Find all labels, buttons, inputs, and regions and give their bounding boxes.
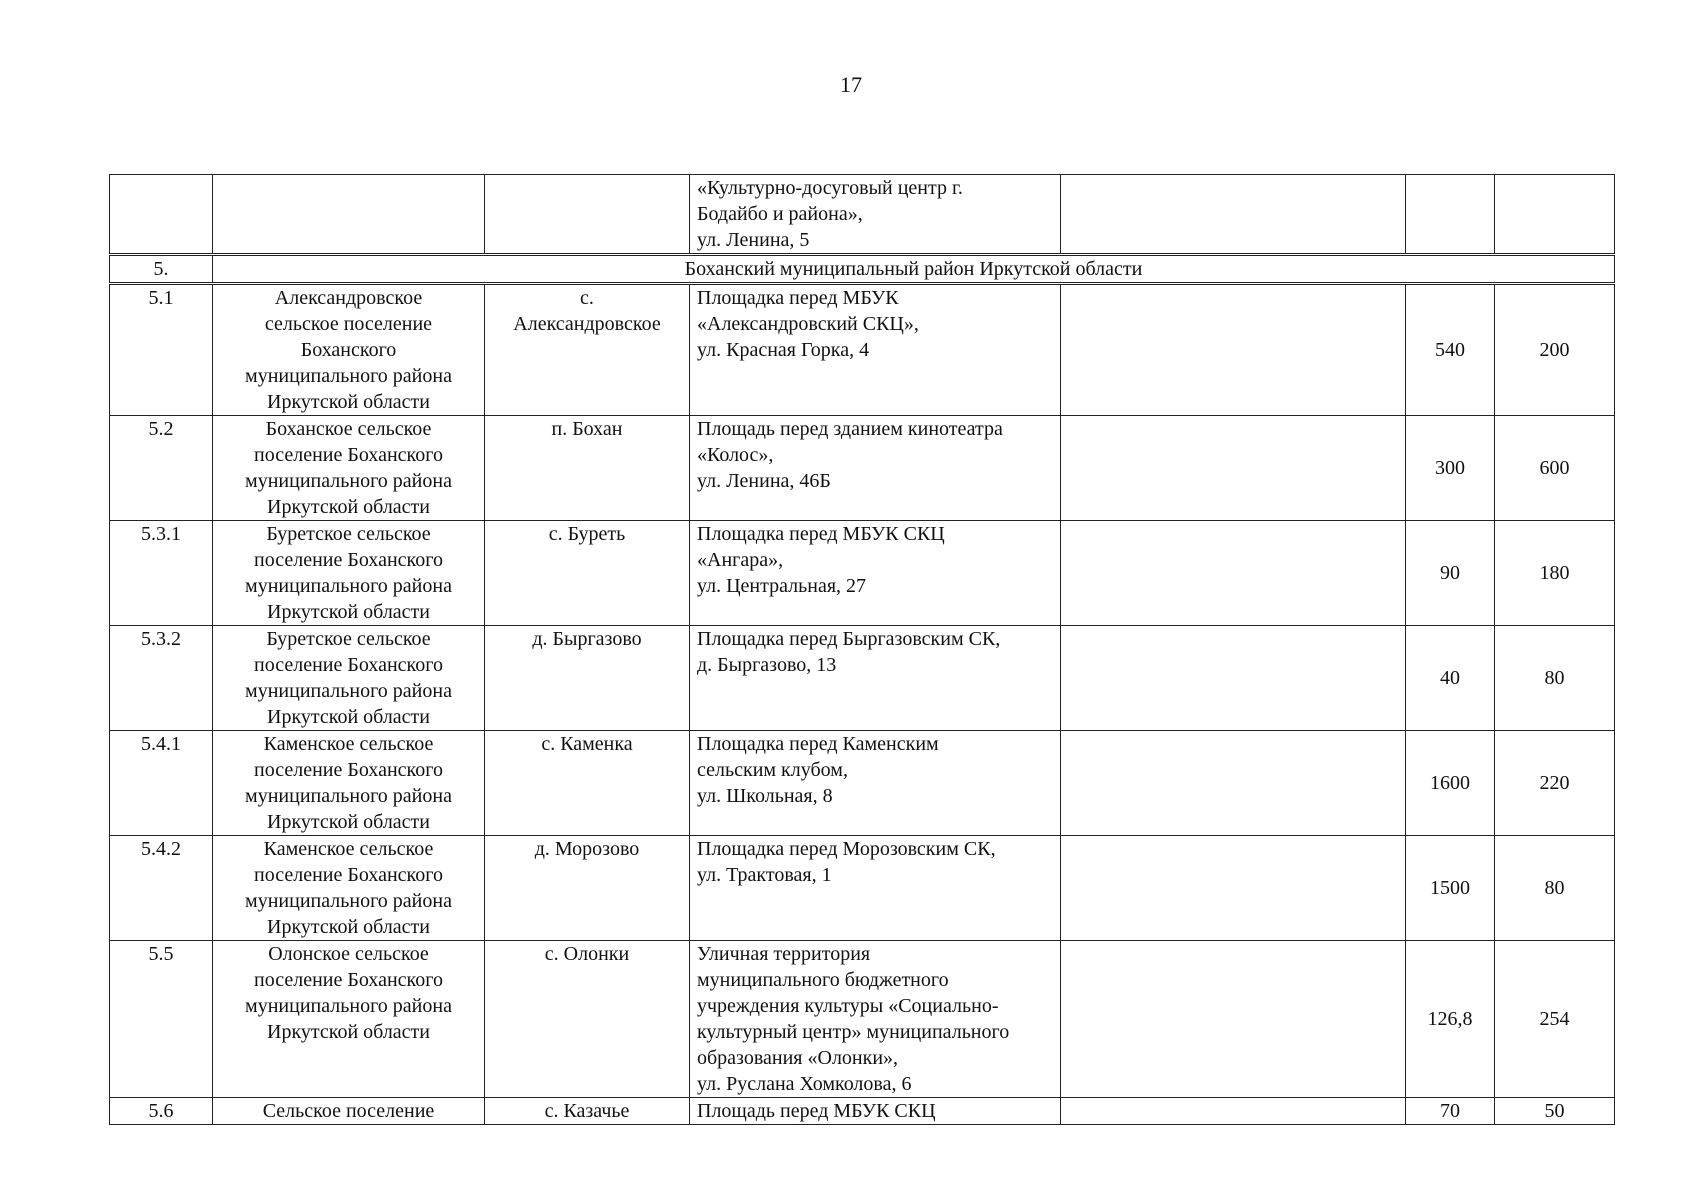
municipality-cell-line: Александровское <box>274 287 423 309</box>
place-cell <box>690 941 1061 1098</box>
place-cell-line: ул. Трактовая, 1 <box>697 864 832 886</box>
place-cell-line: Площадка перед Каменским <box>697 733 939 755</box>
locality-cell-line: п. Бохан <box>551 418 623 440</box>
capacity-cell: 200 <box>1495 284 1615 416</box>
municipality-cell-line: поселение Боханского <box>254 549 443 571</box>
table-row <box>110 836 1615 941</box>
municipality-cell-line: сельское поселение <box>264 313 433 335</box>
municipality-cell-line: муниципального района <box>245 785 452 807</box>
note-cell <box>1061 836 1406 941</box>
row-number: 5. <box>110 255 213 284</box>
locality-cell <box>485 731 690 836</box>
note-cell <box>1061 626 1406 731</box>
municipality-cell <box>213 626 485 731</box>
municipality-cell <box>213 284 485 416</box>
place-cell-line: сельским клубом, <box>697 759 848 781</box>
municipality-cell-line: Иркутской области <box>267 496 430 518</box>
area-cell <box>1406 175 1495 255</box>
row-number: 5.1 <box>110 284 213 416</box>
municipality-cell-line: Буретское сельское <box>266 628 431 650</box>
municipality-cell-line: Иркутской области <box>267 706 430 728</box>
capacity-cell: 50 <box>1495 1098 1615 1125</box>
place-cell <box>690 1098 1061 1125</box>
table-row <box>110 175 1615 255</box>
table-row <box>110 416 1615 521</box>
place-cell <box>690 416 1061 521</box>
place-cell-line: учреждения культуры «Социально- <box>697 995 999 1017</box>
municipality-cell-line: Боханского <box>300 339 397 361</box>
municipality-cell <box>213 416 485 521</box>
row-number: 5.4.2 <box>110 836 213 941</box>
row-number: 5.5 <box>110 941 213 1098</box>
municipality-cell-line: поселение Боханского <box>254 969 443 991</box>
municipality-cell-line: поселение Боханского <box>254 654 443 676</box>
place-cell-line: ул. Красная Горка, 4 <box>697 339 870 361</box>
municipality-cell-line: муниципального района <box>245 575 452 597</box>
municipality-cell-line: Иркутской области <box>267 601 430 623</box>
place-cell <box>690 731 1061 836</box>
row-number <box>110 175 213 255</box>
region-title: Боханский муниципальный район Иркутской области <box>213 255 1615 284</box>
locality-cell-line: с. Казачье <box>544 1100 630 1122</box>
row-number: 5.3.2 <box>110 626 213 731</box>
place-cell-line: Площадка перед МБУК СКЦ <box>697 523 945 545</box>
municipality-cell-line: Буретское сельское <box>266 523 431 545</box>
note-cell <box>1061 521 1406 626</box>
area-cell: 90 <box>1406 521 1495 626</box>
locality-cell <box>485 416 690 521</box>
table-row <box>110 521 1615 626</box>
locality-cell-line: д. Быргазово <box>532 628 642 650</box>
region-row <box>110 255 1615 284</box>
locality-cell <box>485 836 690 941</box>
note-cell <box>1061 416 1406 521</box>
area-cell: 540 <box>1406 284 1495 416</box>
municipality-cell-line: муниципального района <box>245 995 452 1017</box>
table-row <box>110 941 1615 1098</box>
locality-cell-line: с. Каменка <box>541 733 633 755</box>
locality-cell-line: Александровское <box>513 313 661 335</box>
place-cell <box>690 284 1061 416</box>
table-row <box>110 731 1615 836</box>
note-cell <box>1061 941 1406 1098</box>
place-cell-line: «Колос», <box>697 444 774 466</box>
capacity-cell: 180 <box>1495 521 1615 626</box>
capacity-cell: 80 <box>1495 836 1615 941</box>
municipality-cell <box>213 941 485 1098</box>
locality-cell <box>485 521 690 626</box>
locality-cell-line: с. Олонки <box>544 943 630 965</box>
place-cell-line: культурный центр» муниципального <box>697 1021 1010 1043</box>
locality-cell <box>485 626 690 731</box>
municipality-cell-line: Каменское сельское <box>263 838 434 860</box>
municipality-cell-line: муниципального района <box>245 365 452 387</box>
locality-cell <box>485 1098 690 1125</box>
municipality-cell-line: муниципального района <box>245 890 452 912</box>
municipality-cell-line: Иркутской области <box>267 1021 430 1043</box>
page-number: 17 <box>840 72 862 97</box>
municipality-cell-line: поселение Боханского <box>254 759 443 781</box>
place-cell-line: Уличная территория <box>697 943 871 965</box>
row-number: 5.3.1 <box>110 521 213 626</box>
row-number: 5.2 <box>110 416 213 521</box>
place-cell-line: ул. Ленина, 46Б <box>697 470 831 492</box>
note-cell <box>1061 175 1406 255</box>
place-cell-line: муниципального бюджетного <box>697 969 949 991</box>
capacity-cell: 600 <box>1495 416 1615 521</box>
locality-cell <box>485 175 690 255</box>
note-cell <box>1061 284 1406 416</box>
note-cell <box>1061 1098 1406 1125</box>
place-cell-line: Площадка перед МБУК <box>697 287 899 309</box>
place-cell <box>690 175 1061 255</box>
locality-cell-line: с. <box>580 287 594 309</box>
locality-cell-line: с. Буреть <box>548 523 626 545</box>
municipality-cell-line: поселение Боханского <box>254 864 443 886</box>
municipality-cell-line: Иркутской области <box>267 811 430 833</box>
place-cell-line: Площадка перед Быргазовским СК, <box>697 628 1001 650</box>
capacity-cell: 254 <box>1495 941 1615 1098</box>
area-cell: 40 <box>1406 626 1495 731</box>
locality-cell <box>485 941 690 1098</box>
place-cell-line: «Александровский СКЦ», <box>697 313 919 335</box>
municipality-cell-line: Сельское поселение <box>262 1100 435 1122</box>
area-cell: 1600 <box>1406 731 1495 836</box>
place-cell <box>690 836 1061 941</box>
place-cell-line: ул. Школьная, 8 <box>697 785 833 807</box>
municipality-cell-line: поселение Боханского <box>254 444 443 466</box>
capacity-cell: 80 <box>1495 626 1615 731</box>
place-cell-line: Площадь перед МБУК СКЦ <box>697 1100 936 1122</box>
locality-cell <box>485 284 690 416</box>
municipality-cell-line: муниципального района <box>245 680 452 702</box>
municipality-cell <box>213 1098 485 1125</box>
municipality-cell-line: Иркутской области <box>267 916 430 938</box>
table-row <box>110 1098 1615 1125</box>
municipality-cell <box>213 731 485 836</box>
capacity-cell <box>1495 175 1615 255</box>
place-cell-line: д. Быргазово, 13 <box>697 654 837 676</box>
place-cell <box>690 521 1061 626</box>
capacity-cell: 220 <box>1495 731 1615 836</box>
row-number: 5.4.1 <box>110 731 213 836</box>
place-cell-line: ул. Ленина, 5 <box>697 229 810 251</box>
place-cell-line: ул. Центральная, 27 <box>697 575 867 597</box>
place-cell-line: ул. Руслана Хомколова, 6 <box>697 1073 912 1095</box>
municipality-cell <box>213 521 485 626</box>
place-cell-line: Площадка перед Морозовским СК, <box>697 838 996 860</box>
place-cell-line: Площадь перед зданием кинотеатра <box>697 418 1003 440</box>
place-cell <box>690 626 1061 731</box>
area-cell: 126,8 <box>1406 941 1495 1098</box>
locality-cell-line: д. Морозово <box>534 838 640 860</box>
municipality-cell-line: Боханское сельское <box>265 418 432 440</box>
area-cell: 1500 <box>1406 836 1495 941</box>
municipality-cell <box>213 175 485 255</box>
area-cell: 300 <box>1406 416 1495 521</box>
places-table <box>109 174 1615 1125</box>
municipality-cell-line: муниципального района <box>245 470 452 492</box>
note-cell <box>1061 731 1406 836</box>
municipality-cell-line: Олонское сельское <box>268 943 429 965</box>
municipality-cell-line: Иркутской области <box>267 391 430 413</box>
place-cell-line: «Ангара», <box>697 549 784 571</box>
place-cell-line: образования «Олонки», <box>697 1047 899 1069</box>
municipality-cell-line: Каменское сельское <box>263 733 434 755</box>
place-cell-line: «Культурно-досуговый центр г. <box>697 177 963 199</box>
row-number: 5.6 <box>110 1098 213 1125</box>
municipality-cell <box>213 836 485 941</box>
table-row <box>110 626 1615 731</box>
place-cell-line: Бодайбо и района», <box>697 203 863 225</box>
area-cell: 70 <box>1406 1098 1495 1125</box>
table-row <box>110 284 1615 416</box>
